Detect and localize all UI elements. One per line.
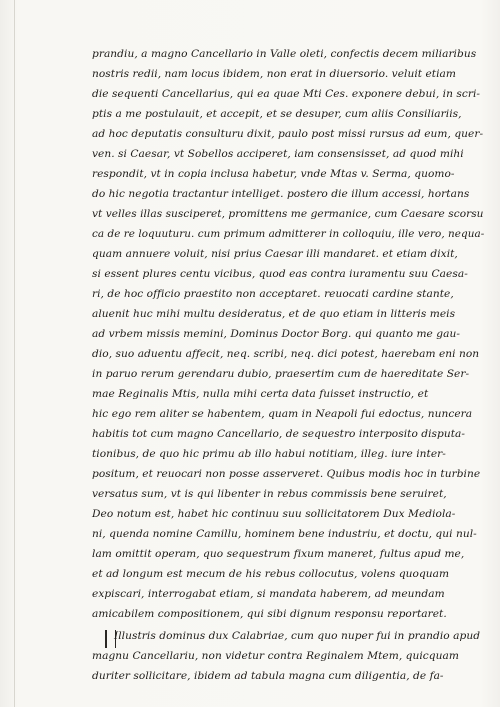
text-line: habitis tot cum magno Cancellario, de sequestro interposito disputa- xyxy=(92,428,466,440)
text-line: quam annuere voluit, nisi prius Caesar illi mandaret. et etiam dixit, xyxy=(92,248,458,260)
text-line: die sequenti Cancellarius, qui ea quae Mti Ces. exponere debui, in scri- xyxy=(92,88,481,100)
text-line: in paruo rerum gerendaru dubio, praesertim cum de haereditate Ser- xyxy=(92,368,470,380)
text-line: vt velles illas susciperet, promittens me germanice, cum Caesare scorsu xyxy=(92,208,484,220)
text-line: mae Reginalis Mtis, nulla mihi certa data fuisset instructio, et xyxy=(92,388,429,400)
text-line: Illustris dominus dux Calabriae, cum quo nuper fui in prandio apud xyxy=(114,630,481,642)
text-line: respondit, vt in copia inclusa habetur, vnde Mtas v. Serma, quomo- xyxy=(92,168,455,180)
text-line: ca de re loquuturu. cum primum admitterer in colloquiu, ille vero, nequa- xyxy=(92,228,485,240)
text-line: prandiu, a magno Cancellario in Valle oleti, confectis decem miliaribus xyxy=(92,48,477,60)
text-line: ni, quenda nomine Camillu, hominem bene industriu, et doctu, qui nul- xyxy=(92,528,477,540)
text-line: amicabilem compositionem, qui sibi dignum responsu reportaret. xyxy=(92,608,447,620)
text-line: ven. si Caesar, vt Sobellos acciperet, iam consensisset, ad quod mihi xyxy=(92,148,464,160)
text-line: dio, suo aduentu affecit, neq. scribi, neq. dici potest, haerebam eni non xyxy=(92,348,480,360)
text-line: ad hoc deputatis consulturu dixit, paulo post missi rursus ad eum, quer- xyxy=(92,128,484,140)
text-line: aluenit huc mihi multu desideratus, et de quo etiam in litteris meis xyxy=(92,308,456,320)
text-line: Deo notum est, habet hic continuu suu sollicitatorem Dux Mediola- xyxy=(92,508,456,520)
text-line: lam omittit operam, quo sequestrum fixum maneret, fultus apud me, xyxy=(92,548,465,560)
text-line: positum, et reuocari non posse asserveret. Quibus modis hoc in turbine xyxy=(92,468,481,480)
text-line: ri, de hoc officio praestito non acceptaret. reuocati cardine stante, xyxy=(92,288,454,300)
text-line: tionibus, de quo hic primu ab illo habui notitiam, illeg. iure inter- xyxy=(92,448,446,460)
text-line: hic ego rem aliter se habentem, quam in Neapoli fui edoctus, nuncera xyxy=(92,408,473,420)
text-line: duriter sollicitare, ibidem ad tabula magna cum diligentia, de fa- xyxy=(92,670,444,682)
text-line: do hic negotia tractantur intelliget. postero die illum accessi, hortans xyxy=(92,188,470,200)
text-line: versatus sum, vt is qui libenter in rebus commissis bene seruiret, xyxy=(92,488,447,500)
text-line: ptis a me postulauit, et accepit, et se desuper, cum aliis Consiliariis, xyxy=(92,108,462,120)
text-line: ad vrbem missis memini, Dominus Doctor Borg. qui quanto me gau- xyxy=(92,328,460,340)
text-line: expiscari, interrogabat etiam, si mandata haberem, ad meundam xyxy=(92,588,445,600)
text-line: magnu Cancellariu, non videtur contra Reginalem Mtem, quicquam xyxy=(92,650,459,662)
text-line: et ad longum est mecum de his rebus collocutus, volens quoquam xyxy=(92,568,450,580)
text-line: nostris redii, nam locus ibidem, non erat in diuersorio. veluit etiam xyxy=(92,68,457,80)
text-line: si essent plures centu vicibus, quod eas contra iuramentu suu Caesa- xyxy=(92,268,468,280)
